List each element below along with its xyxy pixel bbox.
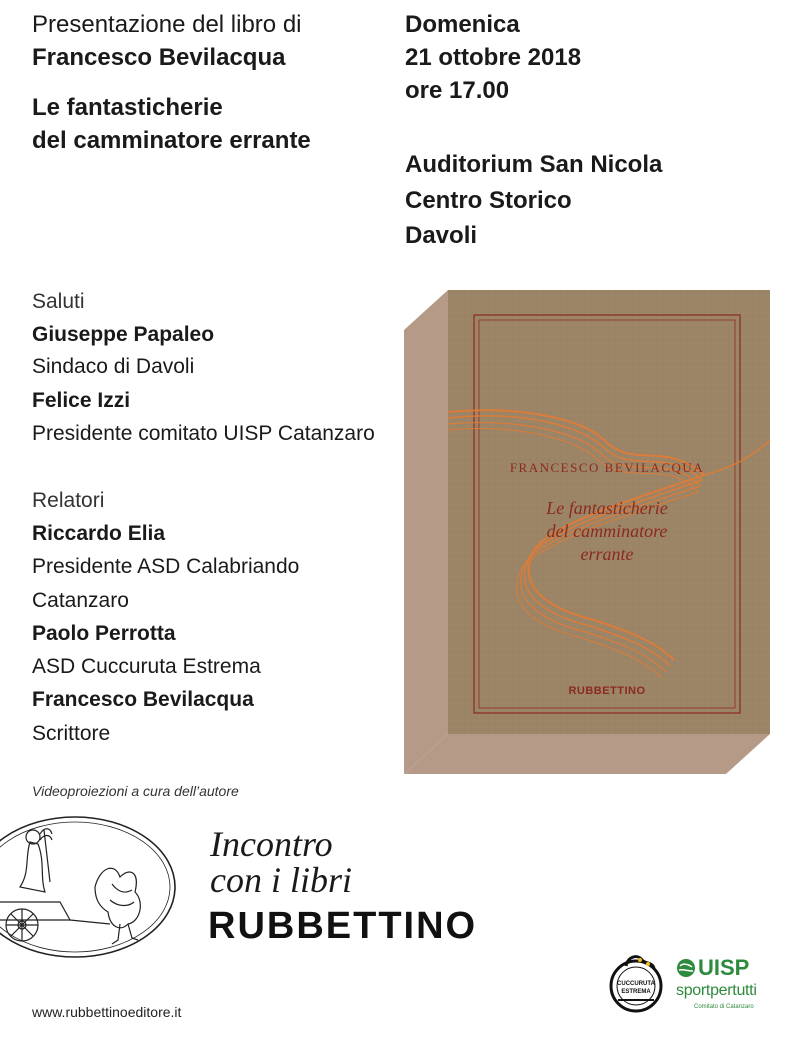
uisp-name: UISP xyxy=(698,955,750,980)
book-title-line1: Le fantasticherie xyxy=(32,94,223,121)
speaker-role: Presidente ASD Calabriando xyxy=(32,555,300,578)
cuccuruta-text: CUCCURUTA xyxy=(617,981,655,987)
event-time: ore 17.00 xyxy=(405,77,510,104)
chariot-emblem-icon xyxy=(0,812,178,962)
greetings-heading: Saluti xyxy=(32,290,85,313)
greeting-role: Presidente comitato UISP Catanzaro xyxy=(32,422,375,445)
author-name: Francesco Bevilacqua xyxy=(32,44,286,71)
greeting-name: Felice Izzi xyxy=(32,389,131,412)
book-bottom-edge xyxy=(404,734,770,774)
event-date: 21 ottobre 2018 xyxy=(405,44,582,71)
speaker-name: Paolo Perrotta xyxy=(32,622,176,645)
speakers-heading: Relatori xyxy=(32,489,105,512)
book-spine xyxy=(404,290,448,774)
cover-title-line1: Le fantasticherie xyxy=(546,498,668,518)
speaker-role: Catanzaro xyxy=(32,589,129,612)
book-cover xyxy=(404,290,770,774)
greeting-name: Giuseppe Papaleo xyxy=(32,323,215,346)
cover-title-line3: errante xyxy=(580,544,634,564)
cover-author: FRANCESCO BEVILACQUA xyxy=(509,460,705,475)
speaker-role: ASD Cuccuruta Estrema xyxy=(32,655,261,678)
speaker-name: Francesco Bevilacqua xyxy=(32,688,254,711)
venue-line1: Auditorium San Nicola xyxy=(405,151,663,178)
video-note: Videoproiezioni a cura dell’autore xyxy=(32,783,239,799)
uisp-committee: Comitato di Catanzaro xyxy=(694,1004,754,1010)
speaker-name: Riccardo Elia xyxy=(32,522,166,545)
cuccuruta-estrema-logo-icon xyxy=(608,952,664,1014)
series-line2: con i libri xyxy=(210,860,352,900)
speaker-role: Scrittore xyxy=(32,722,111,745)
intro-text: Presentazione del libro di xyxy=(32,11,302,38)
website-link[interactable]: www.rubbettinoeditore.it xyxy=(32,1004,182,1020)
brand-logo-text: RUBBETTINO xyxy=(208,905,478,947)
estrema-text: ESTREMA xyxy=(621,989,651,995)
event-day: Domenica xyxy=(405,11,520,38)
cover-publisher: RUBBETTINO xyxy=(568,685,646,697)
series-line1: Incontro xyxy=(210,824,333,864)
venue-line2: Centro Storico xyxy=(405,187,572,214)
venue-line3: Davoli xyxy=(405,222,478,249)
book-title-line2: del camminatore errante xyxy=(32,127,311,154)
uisp-tagline: sportpertutti xyxy=(676,982,757,999)
greeting-role: Sindaco di Davoli xyxy=(32,355,195,378)
uisp-globe-icon xyxy=(676,958,696,978)
cover-title-line2: del camminatore xyxy=(546,521,668,541)
